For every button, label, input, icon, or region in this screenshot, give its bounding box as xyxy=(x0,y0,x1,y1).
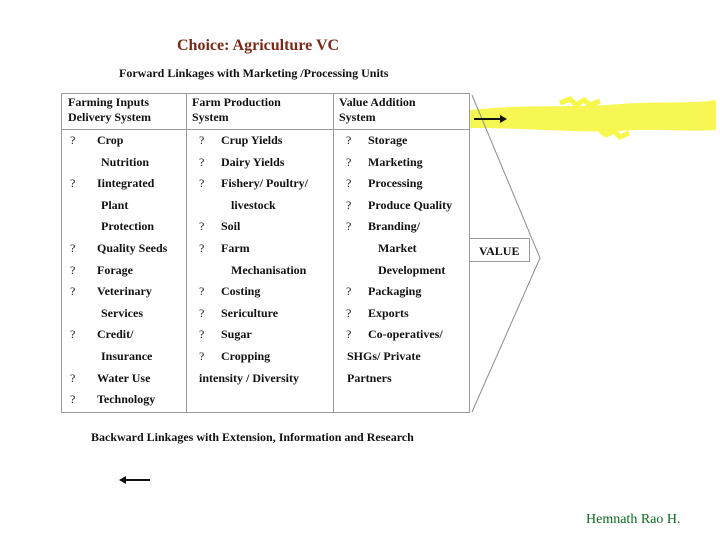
table-cell-col2: Crup Yields xyxy=(221,133,283,147)
bullet-marker: ? xyxy=(199,327,205,341)
table-cell-col2: Sugar xyxy=(221,327,252,341)
table-cell-col1: Plant xyxy=(101,198,129,212)
table-cell-col2: Soil xyxy=(221,219,241,233)
bullet-marker: ? xyxy=(346,327,352,341)
table-cell-col1: Crop xyxy=(97,133,124,147)
table-cell-col2: Mechanisation xyxy=(231,263,307,277)
table-cell-col2: livestock xyxy=(231,198,276,212)
bullet-marker: ? xyxy=(70,327,76,341)
table-cell-col2: Farm xyxy=(221,241,250,255)
bullet-marker: ? xyxy=(346,284,352,298)
table-cell-col2: Sericulture xyxy=(221,306,279,320)
bullet-marker: ? xyxy=(70,284,76,298)
table-cell-col3: SHGs/ Private xyxy=(347,349,421,363)
header-farming-inputs: Farming Inputs Delivery System xyxy=(68,95,151,124)
bullet-marker: ? xyxy=(199,176,205,190)
table-cell-col2: Cropping xyxy=(221,349,271,363)
bullet-marker: ? xyxy=(346,133,352,147)
table-cell-col2: intensity / Diversity xyxy=(199,371,299,385)
bullet-marker: ? xyxy=(70,133,76,147)
value-label: VALUE xyxy=(479,244,520,258)
table-cell-col3: Exports xyxy=(368,306,409,320)
table-cell-col3: Branding/ xyxy=(368,219,421,233)
table-cell-col1: Veterinary xyxy=(97,284,152,298)
slide-title: Choice: Agriculture VC xyxy=(177,37,340,54)
table-cell-col3: Processing xyxy=(368,176,423,190)
bullet-marker: ? xyxy=(346,176,352,190)
bullet-marker: ? xyxy=(199,284,205,298)
table-cell-col3: Storage xyxy=(368,133,408,147)
bullet-marker: ? xyxy=(70,392,76,406)
bullet-marker: ? xyxy=(199,155,205,169)
table-cell-col1: Insurance xyxy=(101,349,153,363)
forward-arrow-head xyxy=(500,115,507,123)
backward-linkages-label: Backward Linkages with Extension, Information and Research xyxy=(91,430,414,444)
bullet-marker: ? xyxy=(70,176,76,190)
bullet-marker: ? xyxy=(199,349,205,363)
table-cell-col1: Protection xyxy=(101,219,155,233)
table-cell-col3: Packaging xyxy=(368,284,422,298)
bullet-marker: ? xyxy=(70,371,76,385)
bullet-marker: ? xyxy=(199,241,205,255)
table-cell-col1: Nutrition xyxy=(101,155,149,169)
bullet-marker: ? xyxy=(70,263,76,277)
bullet-marker: ? xyxy=(199,219,205,233)
table-cell-col3: Marketing xyxy=(368,155,423,169)
author-credit: Hemnath Rao H. xyxy=(586,512,681,527)
table-cell-col2: Dairy Yields xyxy=(221,155,285,169)
table-cell-col3: Produce Quality xyxy=(368,198,453,212)
bullet-marker: ? xyxy=(199,133,205,147)
table-cell-col3: Market xyxy=(378,241,417,255)
header-farm-production: Farm Production System xyxy=(192,95,281,124)
table-cell-col3: Co-operatives/ xyxy=(368,327,443,341)
table-cell-col1: Services xyxy=(101,306,143,320)
table-cell-col1: Quality Seeds xyxy=(97,241,168,255)
forward-linkages-label: Forward Linkages with Marketing /Processing Units xyxy=(119,66,389,80)
table-cell-col3: Development xyxy=(378,263,446,277)
table-cell-col1: Technology xyxy=(97,392,156,406)
bullet-marker: ? xyxy=(346,198,352,212)
table-cell-col2: Costing xyxy=(221,284,261,298)
table-cell-col2: Fishery/ Poultry/ xyxy=(221,176,308,190)
bullet-marker: ? xyxy=(346,155,352,169)
table-cell-col3: Partners xyxy=(347,371,392,385)
bullet-marker: ? xyxy=(70,241,76,255)
header-value-addition: Value Addition System xyxy=(339,95,416,124)
bullet-marker: ? xyxy=(346,306,352,320)
bullet-marker: ? xyxy=(199,306,205,320)
table-cell-col1: Forage xyxy=(97,263,133,277)
bullet-marker: ? xyxy=(346,219,352,233)
table-cell-col1: Water Use xyxy=(97,371,151,385)
table-cell-col1: Iintegrated xyxy=(97,176,155,190)
backward-arrow-head xyxy=(119,476,126,484)
table-cell-col1: Credit/ xyxy=(97,327,134,341)
